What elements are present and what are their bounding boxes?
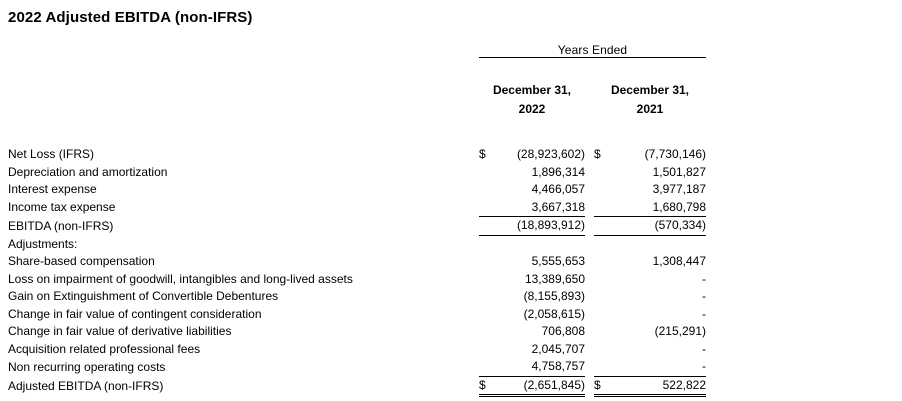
table-row-contingent-consideration bbox=[8, 306, 706, 324]
value-2021: 1,680,798 bbox=[618, 199, 706, 217]
currency-symbol: $ bbox=[594, 376, 618, 396]
gap-cell bbox=[585, 306, 594, 324]
table-row-share-based-comp bbox=[8, 253, 706, 271]
page-title: 2022 Adjusted EBITDA (non-IFRS) bbox=[8, 9, 253, 26]
value-2022: 2,045,707 bbox=[531, 341, 585, 356]
column-header-2022-line2: 2022 bbox=[518, 102, 546, 116]
gap-cell bbox=[585, 323, 594, 341]
value-2022: 1,896,314 bbox=[531, 164, 585, 179]
spacer-cell bbox=[8, 119, 706, 146]
currency-cell bbox=[594, 199, 618, 217]
value-2022: (2,058,615) bbox=[523, 306, 585, 321]
value-2021: - bbox=[702, 271, 706, 286]
value-2022: 4,758,757 bbox=[501, 358, 585, 376]
currency-cell bbox=[594, 253, 618, 271]
value-2022: 706,808 bbox=[541, 324, 585, 338]
table-row-net-loss bbox=[8, 146, 706, 164]
currency-cell bbox=[594, 306, 618, 324]
currency-cell bbox=[594, 164, 618, 182]
gap-cell bbox=[585, 288, 594, 306]
table-row-non-recurring bbox=[8, 358, 706, 376]
row-label: Change in fair value of derivative liabilities bbox=[8, 324, 232, 338]
currency-cell bbox=[594, 323, 618, 341]
table-row-impairment bbox=[8, 271, 706, 289]
value-2021: - bbox=[702, 306, 706, 321]
row-label: Interest expense bbox=[8, 182, 97, 196]
years-ended-header: Years Ended bbox=[479, 39, 706, 58]
row-label: Income tax expense bbox=[8, 200, 116, 214]
currency-cell bbox=[479, 271, 501, 289]
value-2021: (215,291) bbox=[654, 324, 706, 338]
currency-cell bbox=[594, 271, 618, 289]
currency-symbol: $ bbox=[594, 147, 601, 161]
table-row-acquisition-fees bbox=[8, 341, 706, 359]
column-header-2021-line1: December 31, bbox=[610, 83, 690, 97]
empty-cell bbox=[8, 39, 479, 58]
value-2021: - bbox=[618, 358, 706, 376]
table-row-gain-extinguishment bbox=[8, 288, 706, 306]
table-row-adjusted-ebitda bbox=[8, 376, 706, 396]
value-2022: 5,555,653 bbox=[531, 254, 585, 268]
value-2022: (18,893,912) bbox=[501, 217, 585, 236]
currency-cell bbox=[479, 306, 501, 324]
row-label: Loss on impairment of goodwill, intangibles and long-lived assets bbox=[8, 271, 353, 286]
row-label: Net Loss (IFRS) bbox=[8, 147, 95, 161]
currency-cell bbox=[479, 235, 501, 253]
gap-cell bbox=[585, 341, 594, 359]
row-label: Change in fair value of contingent consideration bbox=[8, 306, 262, 321]
row-label: Share-based compensation bbox=[8, 254, 155, 268]
currency-cell bbox=[594, 235, 618, 253]
currency-cell bbox=[479, 253, 501, 271]
column-header-2021-line2: 2021 bbox=[636, 102, 664, 116]
currency-symbol: $ bbox=[479, 376, 501, 396]
currency-cell bbox=[594, 358, 618, 376]
currency-cell bbox=[594, 288, 618, 306]
value-2021: - bbox=[702, 341, 706, 356]
years-ended-row bbox=[8, 39, 706, 58]
column-header-2022 bbox=[479, 81, 585, 119]
spacer-row bbox=[8, 119, 706, 146]
table-row-ebitda bbox=[8, 217, 706, 236]
gap-cell bbox=[585, 376, 594, 396]
row-label: Adjusted EBITDA (non-IFRS) bbox=[8, 379, 164, 393]
column-header-2022-line1: December 31, bbox=[492, 83, 572, 97]
currency-cell bbox=[479, 323, 501, 341]
row-label: Gain on Extinguishment of Convertible Debentures bbox=[8, 289, 279, 303]
table-row-income-tax bbox=[8, 199, 706, 217]
gap-cell bbox=[585, 199, 594, 217]
gap-cell bbox=[585, 81, 594, 119]
gap-cell bbox=[585, 217, 594, 236]
value-2021: - bbox=[702, 289, 706, 303]
currency-cell bbox=[479, 288, 501, 306]
gap-cell bbox=[585, 358, 594, 376]
value-2021 bbox=[618, 235, 706, 253]
value-2022: 3,667,318 bbox=[501, 199, 585, 217]
value-2022: (28,923,602) bbox=[516, 147, 585, 161]
currency-cell bbox=[479, 199, 501, 217]
currency-symbol: $ bbox=[479, 147, 486, 161]
value-2021: (7,730,146) bbox=[644, 147, 706, 161]
table-row-depreciation bbox=[8, 164, 706, 182]
empty-cell bbox=[8, 81, 479, 119]
value-2022: 4,466,057 bbox=[531, 182, 585, 196]
currency-cell bbox=[479, 217, 501, 236]
gap-cell bbox=[585, 146, 594, 164]
table-row-derivative-liabilities bbox=[8, 323, 706, 341]
row-label: Adjustments: bbox=[8, 236, 78, 251]
table-row-interest bbox=[8, 181, 706, 199]
gap-cell bbox=[585, 271, 594, 289]
gap-cell bbox=[585, 253, 594, 271]
currency-cell bbox=[479, 341, 501, 359]
value-2021: 522,822 bbox=[618, 376, 706, 396]
currency-cell bbox=[594, 181, 618, 199]
gap-cell bbox=[585, 235, 594, 253]
value-2021: 3,977,187 bbox=[652, 182, 706, 196]
adjusted-ebitda-table bbox=[8, 39, 706, 397]
spacer-cell bbox=[8, 58, 706, 82]
table-row-adjustments-heading bbox=[8, 235, 706, 253]
value-2021: (570,334) bbox=[618, 217, 706, 236]
currency-cell bbox=[479, 358, 501, 376]
spacer-row bbox=[8, 58, 706, 82]
value-2022 bbox=[501, 235, 585, 253]
gap-cell bbox=[585, 181, 594, 199]
date-header-row bbox=[8, 81, 706, 119]
row-label: Acquisition related professional fees bbox=[8, 341, 201, 356]
value-2022: (8,155,893) bbox=[523, 289, 585, 303]
row-label: EBITDA (non-IFRS) bbox=[8, 218, 114, 233]
value-2021: 1,501,827 bbox=[652, 164, 706, 179]
currency-cell bbox=[594, 217, 618, 236]
value-2022: (2,651,845) bbox=[501, 376, 585, 396]
currency-cell bbox=[479, 164, 501, 182]
value-2022: 13,389,650 bbox=[524, 271, 585, 286]
column-header-2021 bbox=[594, 81, 706, 119]
row-label: Non recurring operating costs bbox=[8, 359, 166, 374]
row-label: Depreciation and amortization bbox=[8, 164, 168, 179]
currency-cell bbox=[479, 181, 501, 199]
gap-cell bbox=[585, 164, 594, 182]
value-2021: 1,308,447 bbox=[652, 254, 706, 268]
currency-cell bbox=[594, 341, 618, 359]
